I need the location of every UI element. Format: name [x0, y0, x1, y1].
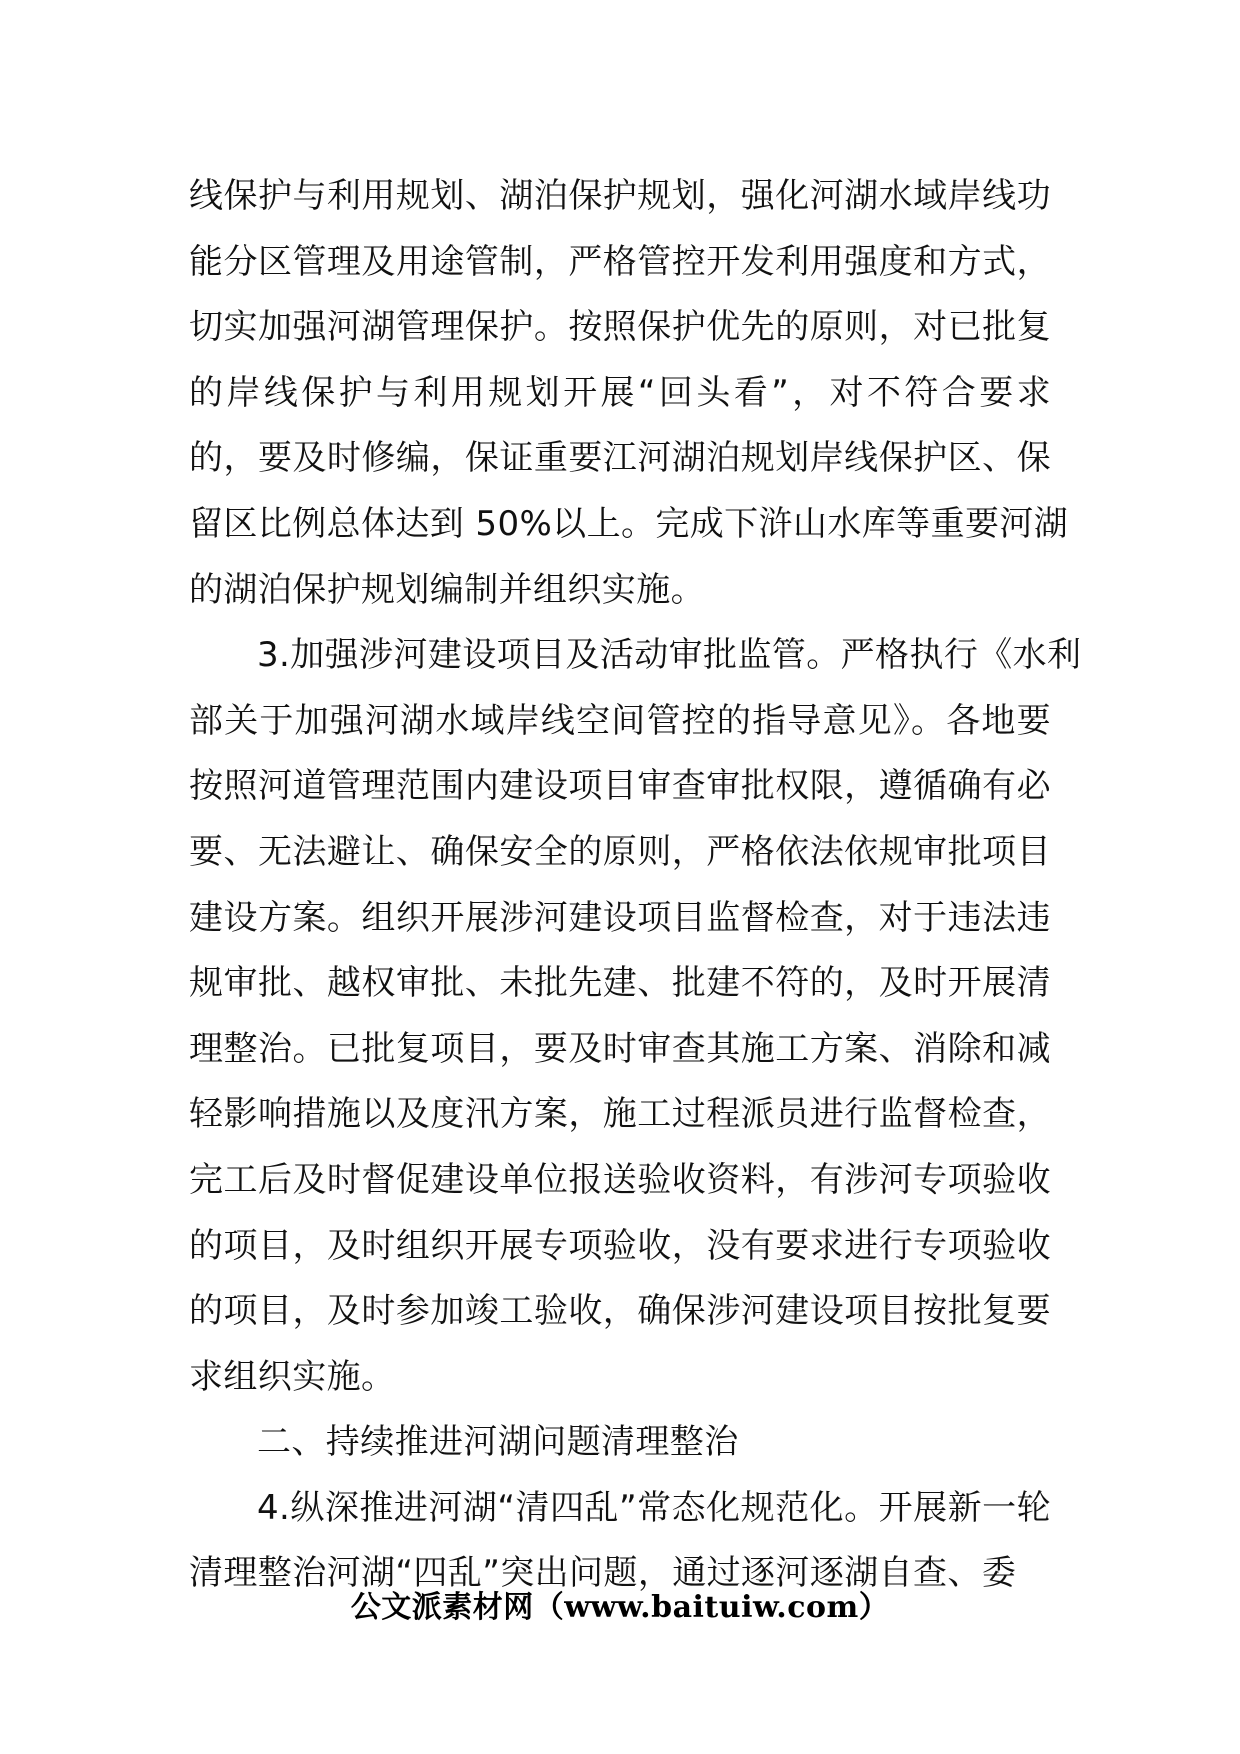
text-line: 二、持续推进河湖问题清理整治 — [257, 1422, 739, 1463]
paragraph — [189, 1410, 1051, 1476]
text-line: 轻影响措施以及度汛方案，施工过程派员进行监督检查， — [189, 1094, 1051, 1135]
text-line: 切实加强河湖管理保护。按照保护优先的原则，对已批复 — [189, 307, 1051, 348]
text-line: 理整治。已批复项目，要及时审查其施工方案、消除和减 — [189, 1028, 1051, 1069]
text-line: 清理整治河湖“四乱”突出问题，通过逐河逐湖自查、委 — [189, 1553, 1017, 1594]
text-line: 建设方案。组织开展涉河建设项目监督检查，对于违法违 — [189, 897, 1051, 938]
text-line: 线保护与利用规划、湖泊保护规划，强化河湖水域岸线功 — [189, 176, 1051, 216]
text-line: 的岸线保护与利用规划开展“回头看”，对不符合要求 — [189, 372, 1051, 413]
text-line: 留区比例总体达到 50%以上。完成下浒山水库等重要河湖 — [189, 503, 1069, 544]
text-line: 按照河道管理范围内建设项目审查审批权限，遵循确有必 — [189, 766, 1051, 807]
text-line: 的，要及时修编，保证重要江河湖泊规划岸线保护区、保 — [189, 438, 1051, 479]
text-line: 部关于加强河湖水域岸线空间管控的指导意见》。各地要 — [189, 700, 1051, 741]
paragraph — [189, 623, 1082, 1410]
text-line: 要、无法避让、确保安全的原则，严格依法依规审批项目 — [189, 831, 1051, 872]
text-line: 4.纵深推进河湖“清四乱”常态化规范化。开展新一轮 — [257, 1487, 1051, 1528]
text-line: 的项目，及时组织开展专项验收，没有要求进行专项验收 — [189, 1225, 1051, 1266]
text-line: 3.加强涉河建设项目及活动审批监管。严格执行《水利 — [257, 635, 1082, 676]
footer-watermark: 公文派素材网（www.baituiw.com） — [350, 1590, 890, 1625]
document-body — [189, 164, 1082, 1607]
text-line: 求组织实施。 — [189, 1356, 396, 1397]
text-line: 规审批、越权审批、未批先建、批建不符的，及时开展清 — [189, 963, 1051, 1004]
text-line: 能分区管理及用途管制，严格管控开发利用强度和方式， — [189, 241, 1051, 282]
text-line: 完工后及时督促建设单位报送验收资料，有涉河专项验收 — [189, 1159, 1051, 1200]
text-line: 的项目，及时参加竣工验收，确保涉河建设项目按批复要 — [189, 1291, 1051, 1332]
paragraph — [189, 164, 1069, 623]
text-line: 的湖泊保护规划编制并组织实施。 — [189, 569, 705, 610]
